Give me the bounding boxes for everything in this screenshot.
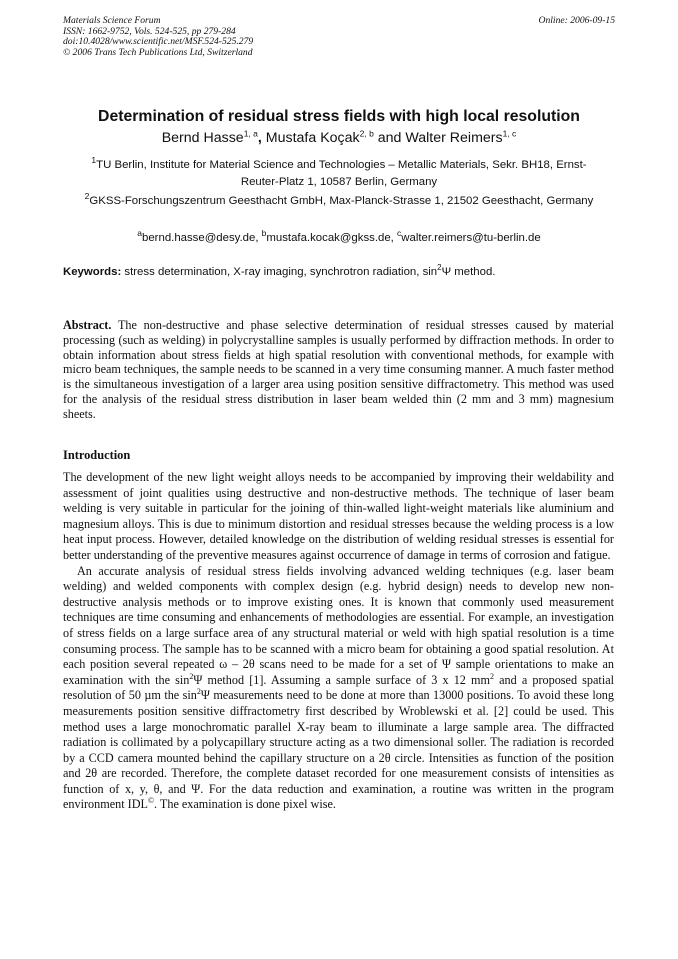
keywords-label: Keywords: (63, 266, 122, 278)
online-date: Online: 2006-09-15 (538, 15, 615, 26)
email-address[interactable]: bernd.hasse@desy.de (142, 232, 256, 244)
keywords (63, 263, 615, 278)
paper-title: Determination of residual stress fields with high local resolution (98, 108, 580, 125)
journal-info (63, 16, 253, 58)
intro-sup: 2 (189, 671, 194, 681)
affiliation-1 (82, 157, 596, 191)
affiliation-text: TU Berlin, Institute for Material Science and Technologies – Metallic Materials, Sekr. BH18, Ernst-Reuter-Platz 1, 10587 Berlin, Germany (96, 159, 587, 188)
abstract-text: The non-destructive and phase selective determination of residual stresses caused by material processing (such as welding) in polycrystalline samples is usually performed by diffraction methods. In order to obtain information about stress fields at high spatial resolution with conventional methods, for example with micro beam techniques, the sample needs to be scanned in a very time consuming manner. A much faster method is the simultaneous investigation of a larger area using position sensitive diffractometry. This method was used for the analysis of the residual stress distribution in laser beam welded thin (2 mm and 3 mm) magnesium sheets. (63, 318, 614, 421)
email-sup: a (137, 228, 143, 239)
issn-line: ISSN: 1662-9752, Vols. 524-525, pp 279-284 (63, 25, 236, 37)
intro-text-e: . The examination is done pixel wise. (154, 797, 336, 812)
intro-text-c: and a proposed spatial resolution of 50 µm the sin (63, 672, 614, 703)
author-name: Mustafa Koçak (265, 130, 360, 146)
affiliation-2 (82, 193, 596, 210)
copyright-line: © 2006 Trans Tech Publications Ltd, Switzerland (63, 46, 253, 58)
intro-text-b: Ψ method [1]. Assuming a sample surface of 3 x 12 mm (193, 672, 490, 687)
intro-sup: 2 (489, 671, 494, 681)
author-name: Walter Reimers (405, 130, 503, 146)
author-sup: 1, c (502, 128, 517, 139)
author-separator: , (257, 130, 266, 146)
affiliation-sup: 1 (91, 155, 97, 166)
affiliation-sup: 2 (84, 191, 90, 202)
email-sup: b (261, 228, 267, 239)
email-sup: c (397, 228, 402, 239)
email-address[interactable]: mustafa.kocak@gkss.de (266, 232, 391, 244)
author-name: Bernd Hasse (161, 130, 244, 146)
introduction-body (63, 470, 614, 813)
abstract-label: Abstract. (63, 318, 112, 332)
section-heading: Introduction (63, 448, 131, 462)
author-sup: 1, a (243, 128, 258, 139)
keywords-text: stress determination, X-ray imaging, synchrotron radiation, sin (121, 266, 438, 278)
journal-name: Materials Science Forum (63, 15, 161, 26)
intro-paragraph-1: The development of the new light weight alloys needs to be accompanied by improving their weldability and assessment of joint qualities using destructive and non-destructive methods. The technique of laser beam welding is very suitable in particular for the joining of thin-walled light-weight materials like aluminium and magnesium alloys. This is due to minimum distortion and residual stresses because the welding process is a low heat input process. However, detailed knowledge on the distribution of welding residual stresses is essential for better understanding of the preventive measures against occurrence of damage in terms of corrosion and fatigue. (63, 470, 614, 562)
email-list: $^a$bernd.hasse@desy.de, $^b$mustafa.kocak@gkss.de, $^c$walter.reimers@tu-berlin.de (137, 228, 541, 244)
intro-paragraph-2 (63, 564, 614, 814)
intro-text-d: Ψ measurements need to be done at more than 13000 positions. To avoid these long measurements position sensitive diffractometry first described by Wroblewski et al. [2] could be used. This method uses a large monochromatic parallel X-ray beam to illuminate a large sample area. The diffracted radiation is collimated by a polycapillary structure acting as a two dimensional soller. The radiation is recorded by a CCD camera mounted behind the capillary structure on a 2θ circle. Intensities as function of the position and 2θ are recorded. Therefore, the complete dataset recorded for one measurement consists of intensities as function of x, y, θ, and Ψ. For the data reduction and examination, a routine was written in the program environment IDL (63, 688, 614, 812)
author-list (40, 130, 638, 146)
author-and: and (373, 130, 406, 146)
intro-sup: 2 (196, 687, 201, 697)
affiliation-text: GKSS-Forschungszentrum Geesthacht GmbH, Max-Planck-Strasse 1, 21502 Geesthacht, Germany (89, 195, 594, 207)
email-address[interactable]: walter.reimers@tu-berlin.de (401, 232, 541, 244)
abstract (63, 318, 614, 422)
keywords-sup: 2 (437, 263, 442, 273)
intro-sup: © (147, 796, 155, 806)
intro-text-a: An accurate analysis of residual stress fields involving advanced welding techniques (e.g. laser beam welding) and welded components with complex design (e.g. hybrid design) needs to develop new non-destructive analysis methods or to improve existing ones. It is known that commonly used measurement techniques are time consuming and enhancements of methodologies are essential. For example, an investigation of stress fields on a large surface area of any structural material or weld with high spatial resolution is a time consuming process. The sample has to be scanned with a micro beam for obtaining a good spatial resolution. At each position several repeated ω – 2θ scans need to be made for a set of Ψ sample orientations to make an examination with the sin (63, 563, 614, 687)
author-sup: 2, b (359, 128, 374, 139)
doi-line: doi:10.4028/www.scientific.net/MSF.524-525.279 (63, 36, 254, 48)
keywords-text-end: Ψ method. (441, 266, 496, 278)
